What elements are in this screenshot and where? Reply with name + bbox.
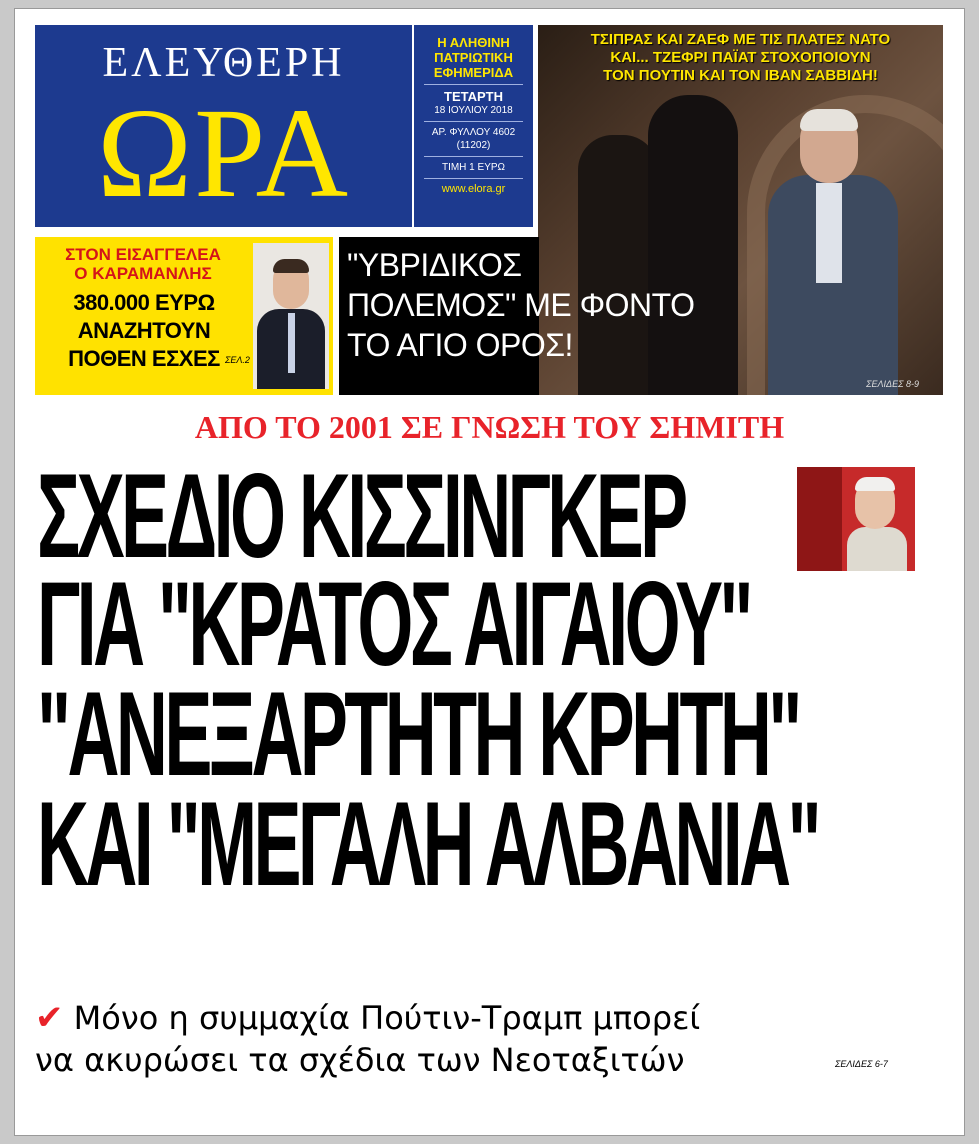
subheadline-line: να ακυρώσει τα σχέδια των Νεοταξιτών [35, 1041, 685, 1079]
divider [424, 84, 523, 85]
kicker-line: Ο ΚΑΡΑΜΑΝΛΗΣ [74, 264, 212, 283]
photo-hair [855, 477, 895, 491]
karamanlis-box [35, 237, 333, 395]
headline-line: 380.000 ΕΥΡΩ [73, 290, 215, 315]
karamanlis-headline [39, 289, 249, 373]
caption-line: ΤΣΙΠΡΑΣ ΚΑΙ ΖΑΕΦ ΜΕ ΤΙΣ ΠΛΑΤΕΣ ΝΑΤΟ [590, 31, 891, 48]
issue-number: ΑΡ. ΦΥΛΛΟΥ 4602 (11202) [431, 127, 516, 151]
subheadline [35, 997, 935, 1081]
headline-line: "ΥΒΡΙΔΙΚΟΣ [347, 247, 522, 283]
photo-shirt [847, 527, 907, 571]
website-link[interactable]: www.elora.gr [441, 183, 506, 195]
tagline-line: ΠΑΤΡΙΩΤΙΚΗ [434, 50, 513, 65]
main-headline-line: ΚΑΙ "ΜΕΓΑΛΗ ΑΛΒΑΝΙΑ" [37, 777, 819, 911]
caption-line: ΤΟΝ ΠΟΥΤΙΝ ΚΑΙ ΤΟΝ ΙΒΑΝ ΣΑΒΒΙΔΗ! [603, 67, 878, 84]
headline-line: ΑΝΑΖΗΤΟΥΝ [77, 318, 211, 343]
photo-tie [288, 313, 295, 373]
photo-hair [800, 109, 858, 131]
masthead [35, 25, 412, 227]
divider [424, 178, 523, 179]
main-headline-line: "ΑΝΕΞΑΡΤΗΤΗ ΚΡΗΤΗ" [37, 667, 799, 801]
divider [424, 156, 523, 157]
photo-background [797, 467, 842, 571]
issue-price: ΤΙΜΗ 1 ΕΥΡΩ [441, 162, 506, 173]
karamanlis-kicker [43, 245, 243, 283]
kissinger-photo [797, 467, 915, 571]
checkmark-icon: ✔ [35, 998, 64, 1038]
tagline-line: Η ΑΛΗΘΙΝΗ [437, 35, 510, 50]
photo-caption [538, 31, 943, 85]
karamanlis-photo [253, 243, 329, 389]
headline-line: ΠΟΛΕΜΟΣ" ΜΕ ΦΟΝΤΟ [347, 287, 695, 323]
hybrid-war-headline [347, 245, 695, 365]
main-headline-line: ΓΙΑ "ΚΡΑΤΟΣ ΑΙΓΑΙΟΥ" [37, 557, 750, 691]
issue-date: 18 ΙΟΥΛΙΟΥ 2018 [434, 105, 513, 116]
main-headline-line: ΣΧΕΔΙΟ ΚΙΣΣΙΝΓΚΕΡ [37, 449, 685, 583]
masthead-logo: ΩΡΑ [96, 82, 351, 224]
headline-line: ΤΟ ΑΓΙΟ ΟΡΟΣ! [347, 327, 573, 363]
main-kicker: ΑΠΟ ΤΟ 2001 ΣΕ ΓΝΩΣΗ ΤΟΥ ΣΗΜΙΤΗ [194, 409, 785, 445]
page-reference: ΣΕΛΙΔΕΣ 8-9 [866, 379, 919, 389]
caption-line: ΚΑΙ... ΤΖΕΦΡΙ ΠΑΪΑΤ ΣΤΟΧΟΠΟΙΟΥΝ [610, 49, 871, 66]
page-reference: ΣΕΛΙΔΕΣ 6-7 [835, 1059, 888, 1069]
issue-day: ΤΕΤΑΡΤΗ [444, 89, 503, 104]
masthead-top-title: ΕΛΕΥΘΕΡΗ [102, 40, 345, 86]
photo-shirt [816, 183, 842, 283]
tagline-line: ΕΦΗΜΕΡΙΔΑ [433, 65, 514, 80]
subheadline-line: Μόνο η συμμαχία Πούτιν-Τραμπ μπορεί [73, 999, 701, 1037]
headline-line: ΠΟΘΕΝ ΕΣΧΕΣ [68, 346, 220, 371]
newspaper-front-page [14, 8, 965, 1136]
kicker-line: ΣΤΟΝ ΕΙΣΑΓΓΕΛΕΑ [65, 245, 221, 264]
issue-info [412, 25, 533, 227]
photo-hair [273, 259, 309, 273]
divider [424, 121, 523, 122]
page-reference: ΣΕΛ.2 [225, 355, 250, 365]
